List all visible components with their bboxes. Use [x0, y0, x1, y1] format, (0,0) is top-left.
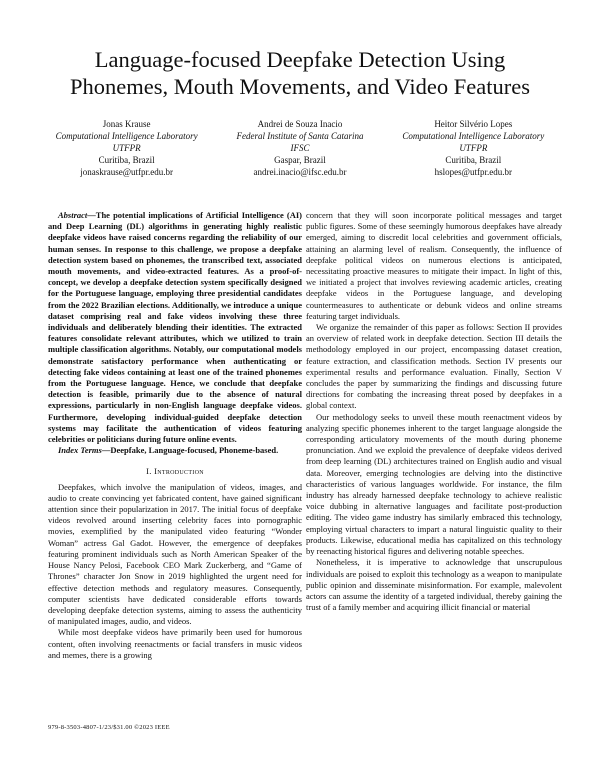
author-affiliation: Federal Institute of Santa Catarina [236, 131, 364, 141]
author-block [40, 118, 560, 178]
index-terms [48, 445, 302, 456]
paragraph: Nonetheless, it is imperative to acknowledge that unscrupulous individuals are poised to exploit this technology as a weapon to manipulate public opinion and disseminate misinformation. For example, malevolent actors can assume the identity of a targeted individual, thereby gaining the trust of a family member and acquiring illicit financial or material [306, 557, 562, 613]
left-column [48, 210, 302, 661]
author-city: Curitiba, Brazil [445, 155, 502, 165]
index-terms-text: —Deepfake, Language-focused, Phoneme-based. [101, 445, 279, 456]
paragraph: While most deepfake videos have primarily been used for humorous content, often involving reenactments or facial transfers in music videos and memes, there is a growing [48, 627, 302, 660]
author-1 [40, 118, 213, 178]
author-affiliation: Computational Intelligence Laboratory [55, 131, 198, 141]
author-name: Andrei de Souza Inacio [257, 119, 343, 129]
author-email: hslopes@utfpr.edu.br [434, 167, 512, 177]
author-3 [387, 118, 560, 178]
author-name: Jonas Krause [102, 119, 151, 129]
paragraph: concern that they will soon incorporate political messages and target public figures. Some of these seemingly humorous deepfakes have already emerged, aiming to discredit local celebrities and government officials, attaining an alarming level of realism. Consequently, the influence of deepfake political videos on numerous elections is anticipated, necessitating proactive measures to mitigate their impact. In light of this, we initiated a project that involves reviewing academic articles, creating deepfake videos in the Portuguese language, and developing countermeasures to authenticate or debunk videos and online streams featuring target individuals. [306, 210, 562, 321]
right-column [306, 210, 562, 613]
section-title: Introduction [154, 466, 204, 477]
section-number: I. [146, 466, 152, 477]
abstract-label: Abstract [58, 210, 88, 220]
section-heading-introduction [48, 466, 302, 477]
abstract [48, 210, 302, 445]
author-institution: UTFPR [112, 143, 141, 153]
author-2 [213, 118, 386, 178]
index-terms-label: Index Terms [58, 445, 102, 456]
title-line-2: Phonemes, Mouth Movements, and Video Features [69, 74, 531, 99]
abstract-text: —The potential implications of Artificial Intelligence (AI) and Deep Learning (DL) algorithms in generating highly realistic deepfake videos have raised concerns regarding the reliability of our human senses. In response to this challenge, we propose a deepfake detection system based on phonemes, the transcribed text, associated mouth movements, and video-extracted features. As a proof-of-concept, we develop a deepfake detection system specifically designed for the Portuguese language, employing three presidential candidates from the 2022 Brazilian elections. Additionally, we introduce a unique dataset comprising real and fake videos involving these three individuals and deliberately blending their identities. The extracted features consolidate relevant attributes, which we utilized to train multiple classification algorithms. Notably, our computational models demonstrate satisfactory performance when authenticating or detecting fake videos containing at least one of the trained phonemes from the Portuguese language. Hence, we conclude that deepfake detection is feasible, primarily due to the absence of natural expressions, particularly in non-English language deepfake videos. Furthermore, developing individual-guided deepfake detection systems may facilitate the authentication of videos featuring celebrities or politicians during future online events. [48, 210, 302, 445]
author-email: andrei.inacio@ifsc.edu.br [253, 167, 347, 177]
author-institution: IFSC [290, 143, 310, 153]
author-city: Curitiba, Brazil [98, 155, 155, 165]
paragraph: Our methodology seeks to unveil these mouth reenactment videos by analyzing specific phonemes inherent to the target language alongside the corresponding articulatory movements of the mouth during phoneme pronunciation. And we exploid the prevalence of deepfake videos derived from deep learning (DL) architectures trained on English audio and visual data. Moreover, emerging technologies are delving into the distinctive characteristics of various languages worldwide. For instance, the film industry has already harnessed deepfake technology to achieve realistic voice dubbing in alternative languages and facilitate post-production editing. The video game industry has similarly embraced this technology, employing virtual characters to impart a natural linguistic quality to their products. Likewise, educational media has capitalized on this technology by reenacting historical figures and delivering notable speeches. [306, 411, 562, 557]
author-affiliation: Computational Intelligence Laboratory [402, 131, 545, 141]
author-city: Gaspar, Brazil [274, 155, 326, 165]
author-email: jonaskrause@utfpr.edu.br [80, 167, 174, 177]
paper-title [0, 46, 600, 100]
author-institution: UTFPR [459, 143, 488, 153]
author-name: Heitor Silvério Lopes [434, 119, 513, 129]
copyright-footer: 979-8-3503-4807-1/23/$31.00 ©2023 IEEE [48, 724, 170, 731]
paragraph: Deepfakes, which involve the manipulation of videos, images, and audio to create convincing yet fabricated content, have gained significant attention since their popularization in 2017. The initial focus of deepfake videos revolved around inserting celebrity faces into pornographic movies, exemplified by the manipulated video featuring “Wonder Woman” actress Gal Gadot. However, the emergence of deepfakes featuring prominent individuals such as North American Speaker of the House Nancy Pelosi, Facebook CEO Mark Zuckerberg, and “Game of Thrones” character Jon Snow in 2019 highlighted the urgent need for effective detection methods and regulatory measures. Consequently, computer scientists have dedicated considerable efforts towards developing deepfake detection systems, aiming to assess the authenticity of manipulated images, audio, and videos. [48, 481, 302, 627]
paragraph: We organize the remainder of this paper as follows: Section II provides an overview of related work in deepfake detection. Section III details the methodology employed in our project, encompassing dataset creation, feature extraction, and classification methods. Section IV presents our experimental results and performance evaluation. Finally, Section V concludes the paper by summarizing the findings and discussing future directions for combating the increasing threat posed by deepfakes in a global context. [306, 322, 562, 411]
title-line-1: Language-focused Deepfake Detection Using [94, 47, 506, 72]
